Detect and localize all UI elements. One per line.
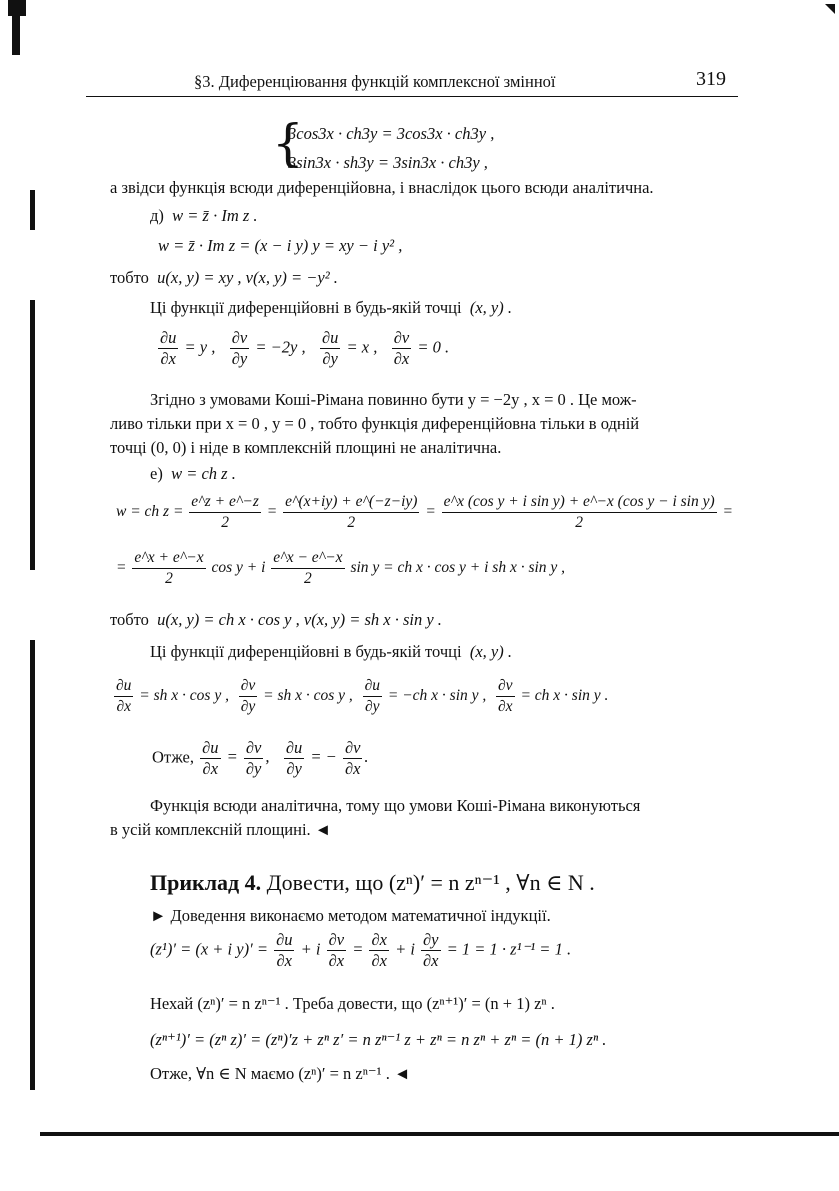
part-e-conclusion-1: Функція всюди аналітична, тому що умови Коші-Рімана виконуються — [150, 796, 641, 815]
example-4-step: (zⁿ⁺¹)′ = (zⁿ z)′ = (zⁿ)′z + zⁿ z′ = n zⁿ⁻¹ z + zⁿ = n zⁿ + zⁿ = (n + 1) zⁿ . — [150, 1030, 607, 1049]
example-4-base-case: (z¹)′ = (x + i y)′ = $\frac{\partial u}{\partial x}$ + i $\frac{\partial v}{\partial x}$ = $\frac{\partial x}{\partial x}$ + i $\frac{\partial y}{\partial x}$ = 1 = 1 · z¹⁻¹ = 1 . — [150, 930, 572, 970]
part-e-conclusion-2: в усій комплексній площині. ◄ — [110, 820, 332, 839]
part-d-cr-line-2: ливо тільки при x = 0 , y = 0 , тобто функція диференційовна тільки в одній — [110, 414, 640, 433]
part-d-diff: Ці функції диференційовні в будь-якій точці (x, y) . — [150, 298, 512, 317]
example-4-final: Отже, ∀n ∈ N маємо (zⁿ)′ = n zⁿ⁻¹ . ◄ — [150, 1064, 411, 1083]
part-e-statement: е) w = ch z . — [150, 464, 236, 483]
part-d-statement: д) w = z̄ · Im z . — [150, 206, 258, 225]
header-title: §3. Диференціювання функцій комплексної змінної — [194, 72, 556, 91]
part-e-derivatives: $\frac{\partial u}{\partial x}$ = sh x · cos y , $\frac{\partial v}{\partial y}$ = sh x · cos y , $\frac{\partial u}{\partial y}$ = −ch x · sin y , $\frac{\partial v}{\partial x}$ = ch x · sin y . — [116, 677, 609, 715]
scan-bottom-rule — [40, 1132, 839, 1136]
part-e-uv: тобто u(x, y) = ch x · cos y , v(x, y) = sh x · sin y . — [110, 610, 442, 629]
part-e-expansion-2: = $\frac{e\^{}x + e\^{}-x}{2}$ cos y + i $\frac{e\^{}x - e\^{}-x}{2}$ sin y = ch x · cos y + i sh x · sin y , — [116, 549, 566, 587]
part-e-otzhe: Отже, $\frac{\partial u}{\partial x}$ = $\frac{\partial v}{\partial y}$ , $\frac{\partial u}{\partial y}$ = − $\frac{\partial v}{\partial x}$ . — [152, 738, 369, 778]
part-d-expansion: w = z̄ · Im z = (x − i y) y = xy − i y² , — [158, 236, 403, 255]
system-line-2: 3sin3x · sh3y = 3sin3x · ch3y , — [288, 153, 488, 172]
part-e-expansion-1: w = ch z = $\frac{e\^{}z + e\^{}-z}{2}$ = $\frac{e\^{}(x+iy) + e\^{}(-z-iy)}{2}$ = $\frac{\text{e\textasciicircum{}x (cos y + i sin y) + e\textasciicircum{}−x (cos y − i sin y)}}{2}$ = — [116, 493, 733, 531]
example-4-hypothesis: Нехай (zⁿ)′ = n zⁿ⁻¹ . Треба довести, що (zⁿ⁺¹)′ = (n + 1) zⁿ . — [150, 994, 555, 1013]
system-brace: { — [272, 114, 304, 172]
page-number: 319 — [696, 68, 726, 90]
example-4-heading: Приклад 4. Довести, що (zⁿ)′ = n zⁿ⁻¹ , ∀n ∈ N . — [150, 870, 595, 895]
running-header — [86, 70, 738, 94]
part-e-diff: Ці функції диференційовні в будь-якій точці (x, y) . — [150, 642, 512, 661]
part-d-cr-line-1: Згідно з умовами Коші-Рімана повинно бути y = −2y , x = 0 . Це мож- — [150, 390, 637, 409]
scan-corner-mark — [825, 4, 835, 14]
header-rule — [86, 96, 738, 97]
system-line-1: 3cos3x · ch3y = 3cos3x · ch3y , — [288, 124, 495, 143]
scan-binding-edge — [0, 0, 34, 1191]
example-4-intro: ► Доведення виконаємо методом математичної індукції. — [150, 906, 551, 925]
part-d-cr-line-3: точці (0, 0) і ніде в комплексній площині не аналітична. — [110, 438, 502, 457]
part-d-derivatives: $\frac{\partial u}{\partial x}$ = y , $\frac{\partial v}{\partial y}$ = −2y , $\frac{\partial u}{\partial y}$ = x , $\frac{\partial v}{\partial x}$ = 0 . — [160, 328, 450, 368]
paragraph-analytic: а звідси функція всюди диференційовна, і внаслідок цього всюди аналітична. — [110, 178, 654, 197]
part-d-uv: тобто u(x, y) = xy , v(x, y) = −y² . — [110, 268, 338, 287]
